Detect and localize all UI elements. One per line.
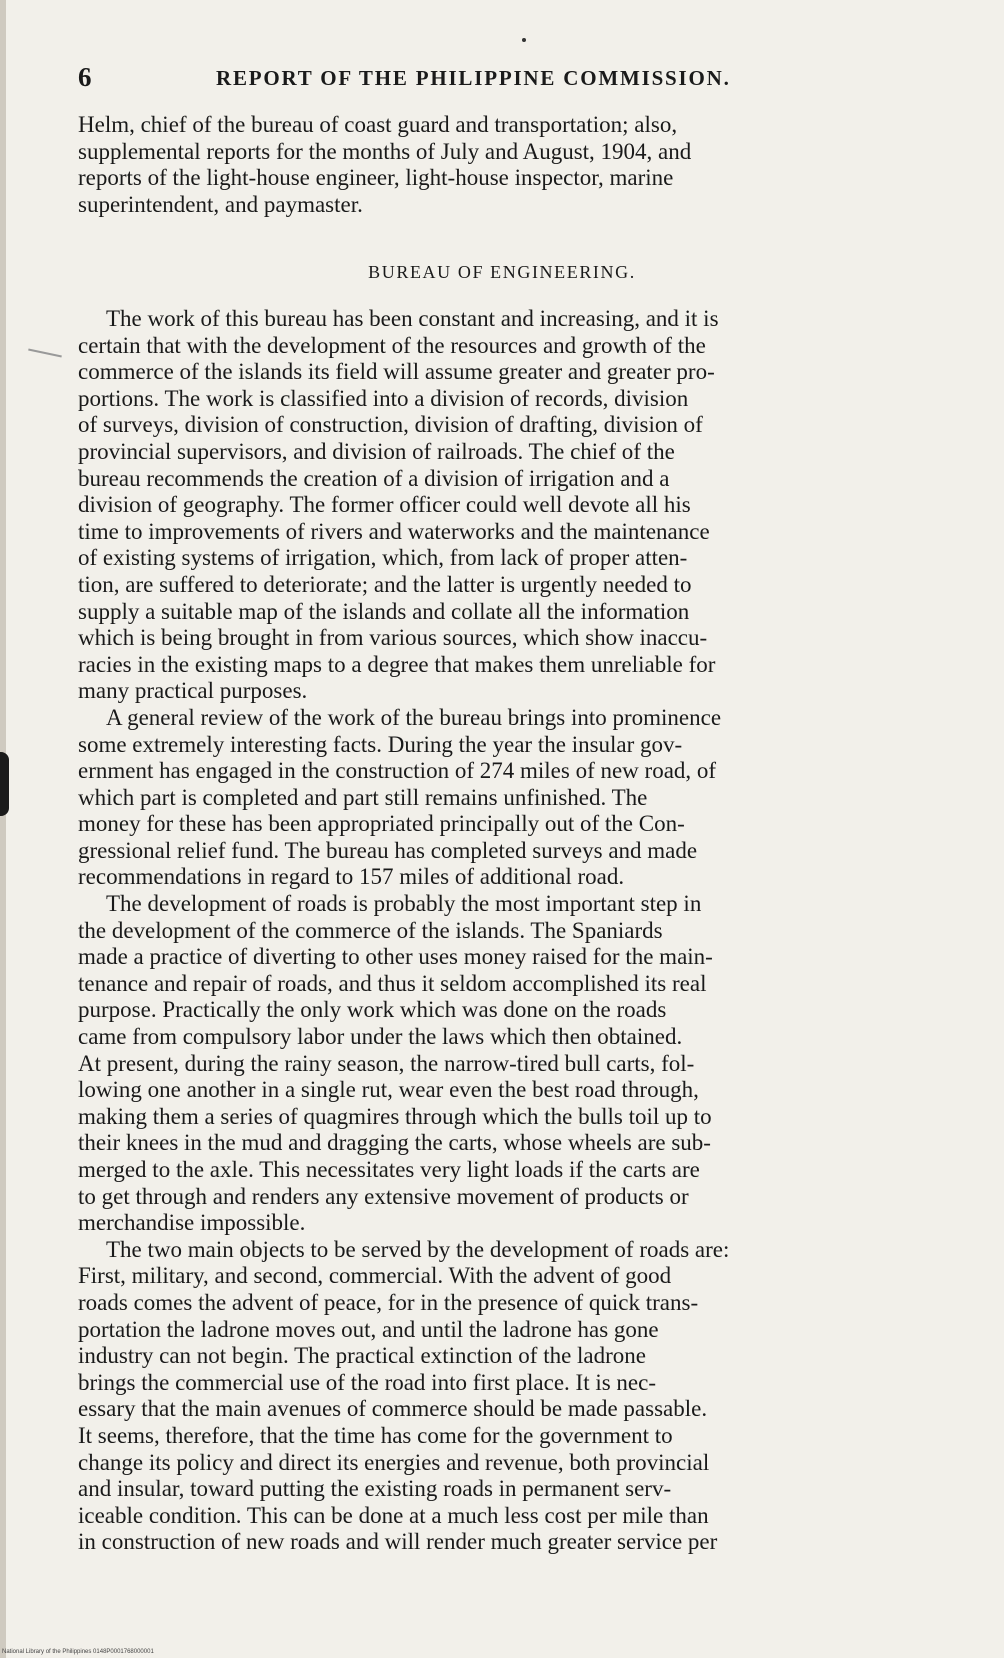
text-line: At present, during the rainy season, the narrow-tired bull carts, fol- [78, 1050, 695, 1076]
text-line: the development of the commerce of the islands. The Spaniards [78, 917, 663, 943]
text-line: division of geography. The former officer could well devote all his [78, 492, 691, 518]
text-line: provincial supervisors, and division of railroads. The chief of the [78, 438, 675, 464]
text-line: and insular, toward putting the existing roads in permanent serv- [78, 1476, 672, 1502]
text-line: their knees in the mud and dragging the carts, whose wheels are sub- [78, 1130, 711, 1156]
text-line: recommendations in regard to 157 miles of additional road. [78, 864, 625, 890]
text-line: racies in the existing maps to a degree that makes them unreliable for [78, 651, 716, 677]
scan-source-credit: National Library of the Philippines 0148P0001768000001 [2, 1649, 154, 1655]
text-line: in construction of new roads and will render much greater service per [78, 1529, 718, 1555]
text-line: portions. The work is classified into a division of records, division [78, 385, 689, 411]
text-line: The development of roads is probably the most important step in [106, 891, 702, 917]
text-line: brings the commercial use of the road into first place. It is nec- [78, 1369, 656, 1395]
text-line: ernment has engaged in the construction of 274 miles of new road, of [78, 758, 717, 784]
scan-ink-blot [0, 752, 9, 816]
text-line: time to improvements of rivers and waterworks and the maintenance [78, 518, 710, 544]
text-line: superintendent, and paymaster. [78, 191, 363, 217]
text-line: roads comes the advent of peace, for in the presence of quick trans- [78, 1289, 699, 1315]
text-line: tenance and repair of roads, and thus it seldom accomplished its real [78, 970, 707, 996]
text-line: some extremely interesting facts. During the year the insular gov- [78, 731, 683, 757]
text-line: bureau recommends the creation of a division of irrigation and a [78, 465, 670, 491]
text-line: iceable condition. This can be done at a much less cost per mile than [78, 1502, 709, 1528]
scan-edge-shadow [0, 0, 6, 1658]
text-line: merged to the axle. This necessitates very light loads if the carts are [78, 1157, 700, 1182]
text-line: The work of this bureau has been constant and increasing, and it is [106, 306, 719, 331]
text-line: many practical purposes. [78, 678, 308, 704]
text-line: The two main objects to be served by the development of roads are: [106, 1236, 730, 1262]
text-line: which part is completed and part still remains unfinished. The [78, 784, 648, 810]
page-number: 6 [78, 62, 92, 92]
text-line: to get through and renders any extensive movement of products or [78, 1183, 689, 1209]
text-line: made a practice of diverting to other uses money raised for the main- [78, 944, 713, 970]
scan-speck [522, 38, 526, 42]
text-line: money for these has been appropriated principally out of the Con- [78, 811, 685, 837]
text-line: portation the ladrone moves out, and until the ladrone has gone [78, 1316, 659, 1342]
text-line: First, military, and second, commercial. With the advent of good [78, 1263, 672, 1289]
text-line: gressional relief fund. The bureau has completed surveys and made [78, 837, 698, 863]
text-line: change its policy and direct its energies and revenue, both provincial [78, 1449, 710, 1475]
text-line: lowing one another in a single rut, wear even the best road through, [78, 1077, 699, 1103]
running-head: REPORT OF THE PHILIPPINE COMMISSION. [216, 66, 731, 90]
text-line: purpose. Practically the only work which was done on the roads [78, 997, 667, 1023]
text-line: supplemental reports for the months of July and August, 1904, and [78, 138, 692, 164]
text-line: commerce of the islands its field will assume greater and greater pro- [78, 359, 715, 385]
margin-pencil-mark [28, 348, 62, 357]
text-line: certain that with the development of the resources and growth of the [78, 332, 706, 358]
text-line: merchandise impossible. [78, 1210, 306, 1236]
text-line: It seems, therefore, that the time has come for the government to [78, 1422, 673, 1448]
body-text [78, 306, 960, 1556]
text-line: reports of the light-house engineer, light-house inspector, marine [78, 165, 674, 191]
intro-paragraph [78, 112, 960, 218]
page-header [78, 62, 938, 94]
text-line: essary that the main avenues of commerce should be made passable. [78, 1396, 708, 1422]
text-line: of surveys, division of construction, division of drafting, division of [78, 412, 703, 438]
text-line: making them a series of quagmires through which the bulls toil up to [78, 1103, 712, 1129]
section-heading: BUREAU OF ENGINEERING. [368, 262, 636, 282]
text-line: A general review of the work of the bureau brings into prominence [106, 704, 722, 730]
text-line: supply a suitable map of the islands and collate all the information [78, 598, 690, 624]
text-line: industry can not begin. The practical extinction of the ladrone [78, 1343, 647, 1369]
text-line: which is being brought in from various sources, which show inaccu- [78, 625, 708, 651]
text-line: came from compulsory labor under the laws which then obtained. [78, 1024, 683, 1050]
text-line: tion, are suffered to deteriorate; and the latter is urgently needed to [78, 571, 692, 597]
text-line: Helm, chief of the bureau of coast guard and transportation; also, [78, 112, 678, 137]
text-line: of existing systems of irrigation, which, from lack of proper atten- [78, 545, 688, 571]
